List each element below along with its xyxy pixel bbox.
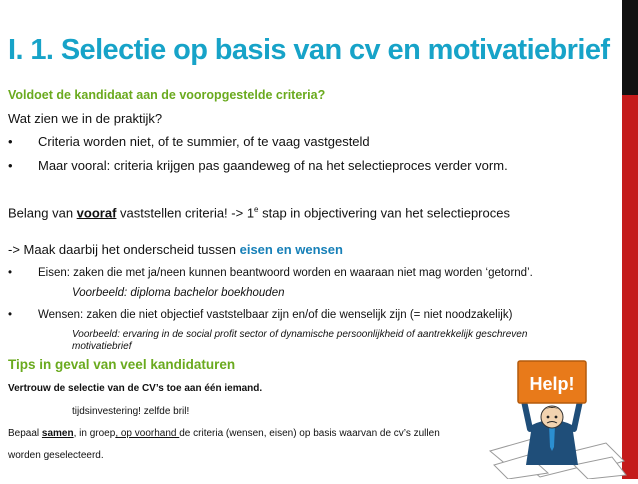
tip-2-continued: worden geselecteerd. xyxy=(8,450,104,461)
importance-emph: vooraf xyxy=(76,205,117,221)
requirement-wensen: Wensen: zaken die niet objectief vaststelbaar zijn en/of die wenselijk zijn (= niet noodzakelijk) xyxy=(38,309,513,321)
tip-1: Vertrouw de selectie van de CV’s toe aan één iemand. xyxy=(8,383,263,394)
practice-bullet-1: Criteria worden niet, of te summier, of te vaag vastgesteld xyxy=(38,134,370,149)
bullet-marker: • xyxy=(8,134,13,149)
requirement-eisen: Eisen: zaken die met ja/neen kunnen beantwoord worden en waaraan niet mag worden ‘getornd’. xyxy=(38,267,533,279)
side-bar-black xyxy=(622,0,638,95)
practice-question: Wat zien we in de praktijk? xyxy=(8,111,163,126)
tips-heading: Tips in geval van veel kandidaturen xyxy=(8,357,236,372)
requirement-wensen-example-1: Voorbeeld: ervaring in de social profit sector of dynamische persoonlijkheid of aantrekkelijk geschreven xyxy=(72,329,528,340)
bullet-marker: • xyxy=(8,309,13,321)
slide-subtitle: Voldoet de kandidaat aan de vooropgestelde criteria? xyxy=(8,88,326,102)
requirement-eisen-example: Voorbeeld: diploma bachelor boekhouden xyxy=(72,287,285,299)
importance-line xyxy=(8,205,510,220)
tip-2-emph-samen: samen xyxy=(41,428,74,439)
help-sign-illustration xyxy=(488,355,628,479)
tip-2-emph-voorhand: , op voorhand xyxy=(115,428,180,439)
distinction-prefix: -> Maak daarbij het onderscheid tussen xyxy=(8,242,240,257)
tip-1-note: tijdsinvestering! zelfde bril! xyxy=(72,406,190,417)
tip-2-suffix: de criteria (wensen, eisen) op basis waarvan de cv’s zullen xyxy=(179,428,440,439)
tip-2-prefix: Bepaal xyxy=(8,428,42,439)
importance-prefix: Belang van xyxy=(8,205,77,221)
help-sign-text: Help! xyxy=(529,374,575,394)
bullet-marker: • xyxy=(8,267,13,279)
tip-2-mid: , in groep xyxy=(73,428,116,439)
importance-suffix: stap in objectivering van het selectieproces xyxy=(258,205,510,221)
importance-middle: vaststellen criteria! -> 1 xyxy=(116,205,255,221)
practice-bullet-2: Maar vooral: criteria krijgen pas gaandeweg of na het selectieproces verder vorm. xyxy=(38,158,508,173)
importance-sup: e xyxy=(254,205,259,214)
distinction-emph: eisen en wensen xyxy=(239,242,343,257)
requirement-wensen-example-2: motivatiebrief xyxy=(72,341,132,352)
tip-2 xyxy=(8,428,440,439)
bullet-marker: • xyxy=(8,158,13,173)
distinction-line xyxy=(8,242,343,257)
slide-title: I. 1. Selectie op basis van cv en motivatiebrief xyxy=(8,34,610,66)
